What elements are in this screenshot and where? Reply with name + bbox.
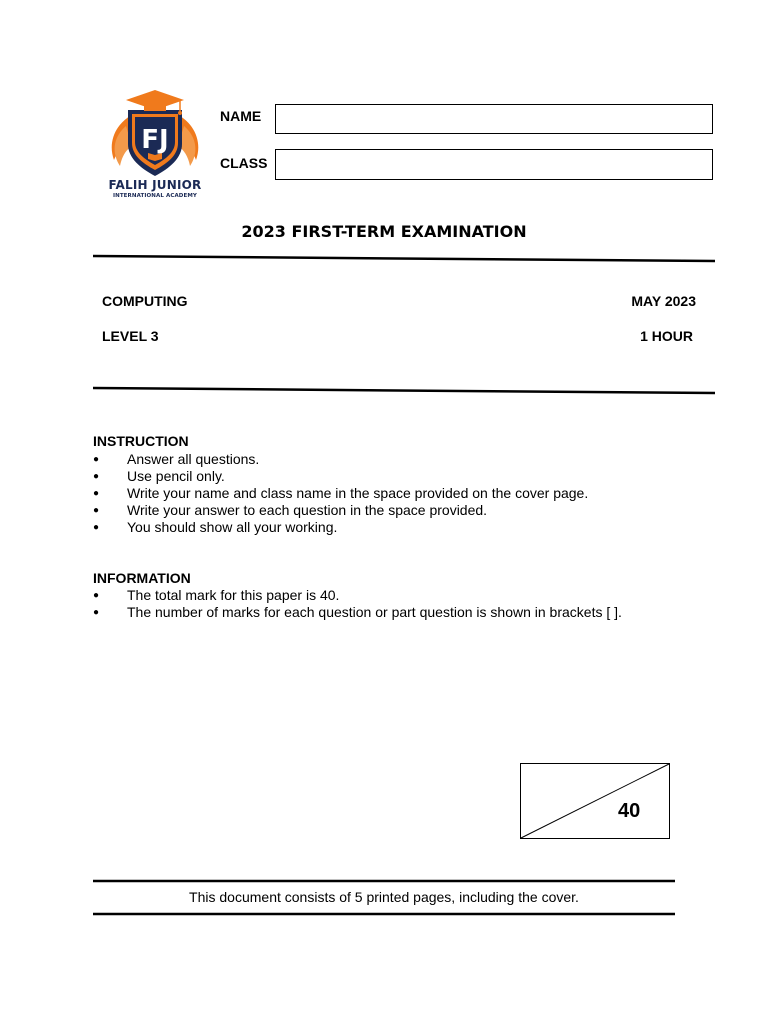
bullet-icon: ● [93, 607, 100, 618]
bottom-divider [93, 388, 715, 393]
score-box-frame [520, 763, 670, 839]
school-name: FALIH JUNIOR [108, 178, 202, 192]
instruction-heading: INSTRUCTION [93, 433, 189, 449]
information-list [93, 587, 622, 621]
name-label: NAME [220, 108, 262, 124]
footer-note: This document consists of 5 printed pages, including the cover. [189, 889, 579, 905]
list-item: ● You should show all your working. [93, 519, 338, 535]
exam-title: 2023 FIRST-TERM EXAMINATION [241, 222, 527, 241]
list-item: ● Write your answer to each question in the space provided. [93, 502, 488, 518]
list-item: ● The total mark for this paper is 40. [93, 587, 340, 603]
list-item: ● Write your name and class name in the space provided on the cover page. [93, 485, 589, 501]
top-divider [93, 256, 715, 261]
bullet-icon: ● [93, 471, 100, 482]
exam-subject: COMPUTING [102, 293, 188, 309]
instruction-list [93, 451, 588, 536]
class-label: CLASS [220, 155, 268, 171]
list-item: ● Answer all questions. [93, 451, 260, 467]
exam-date: MAY 2023 [631, 293, 696, 309]
bullet-icon: ● [93, 590, 100, 601]
list-item: ● The number of marks for each question or part question is shown in brackets [ ]. [93, 604, 622, 620]
exam-level: LEVEL 3 [102, 328, 159, 344]
exam-duration: 1 HOUR [640, 328, 693, 344]
bullet-icon: ● [93, 454, 100, 465]
score-box[interactable] [520, 763, 670, 839]
bullet-icon: ● [93, 505, 100, 516]
bullet-icon: ● [93, 488, 100, 499]
bullet-icon: ● [93, 522, 100, 533]
school-subname: INTERNATIONAL ACADEMY [112, 193, 197, 199]
score-total: 40 [618, 800, 641, 822]
list-item: ● Use pencil only. [93, 468, 225, 484]
svg-text:FJ: FJ [141, 125, 169, 155]
information-heading: INFORMATION [93, 570, 191, 586]
